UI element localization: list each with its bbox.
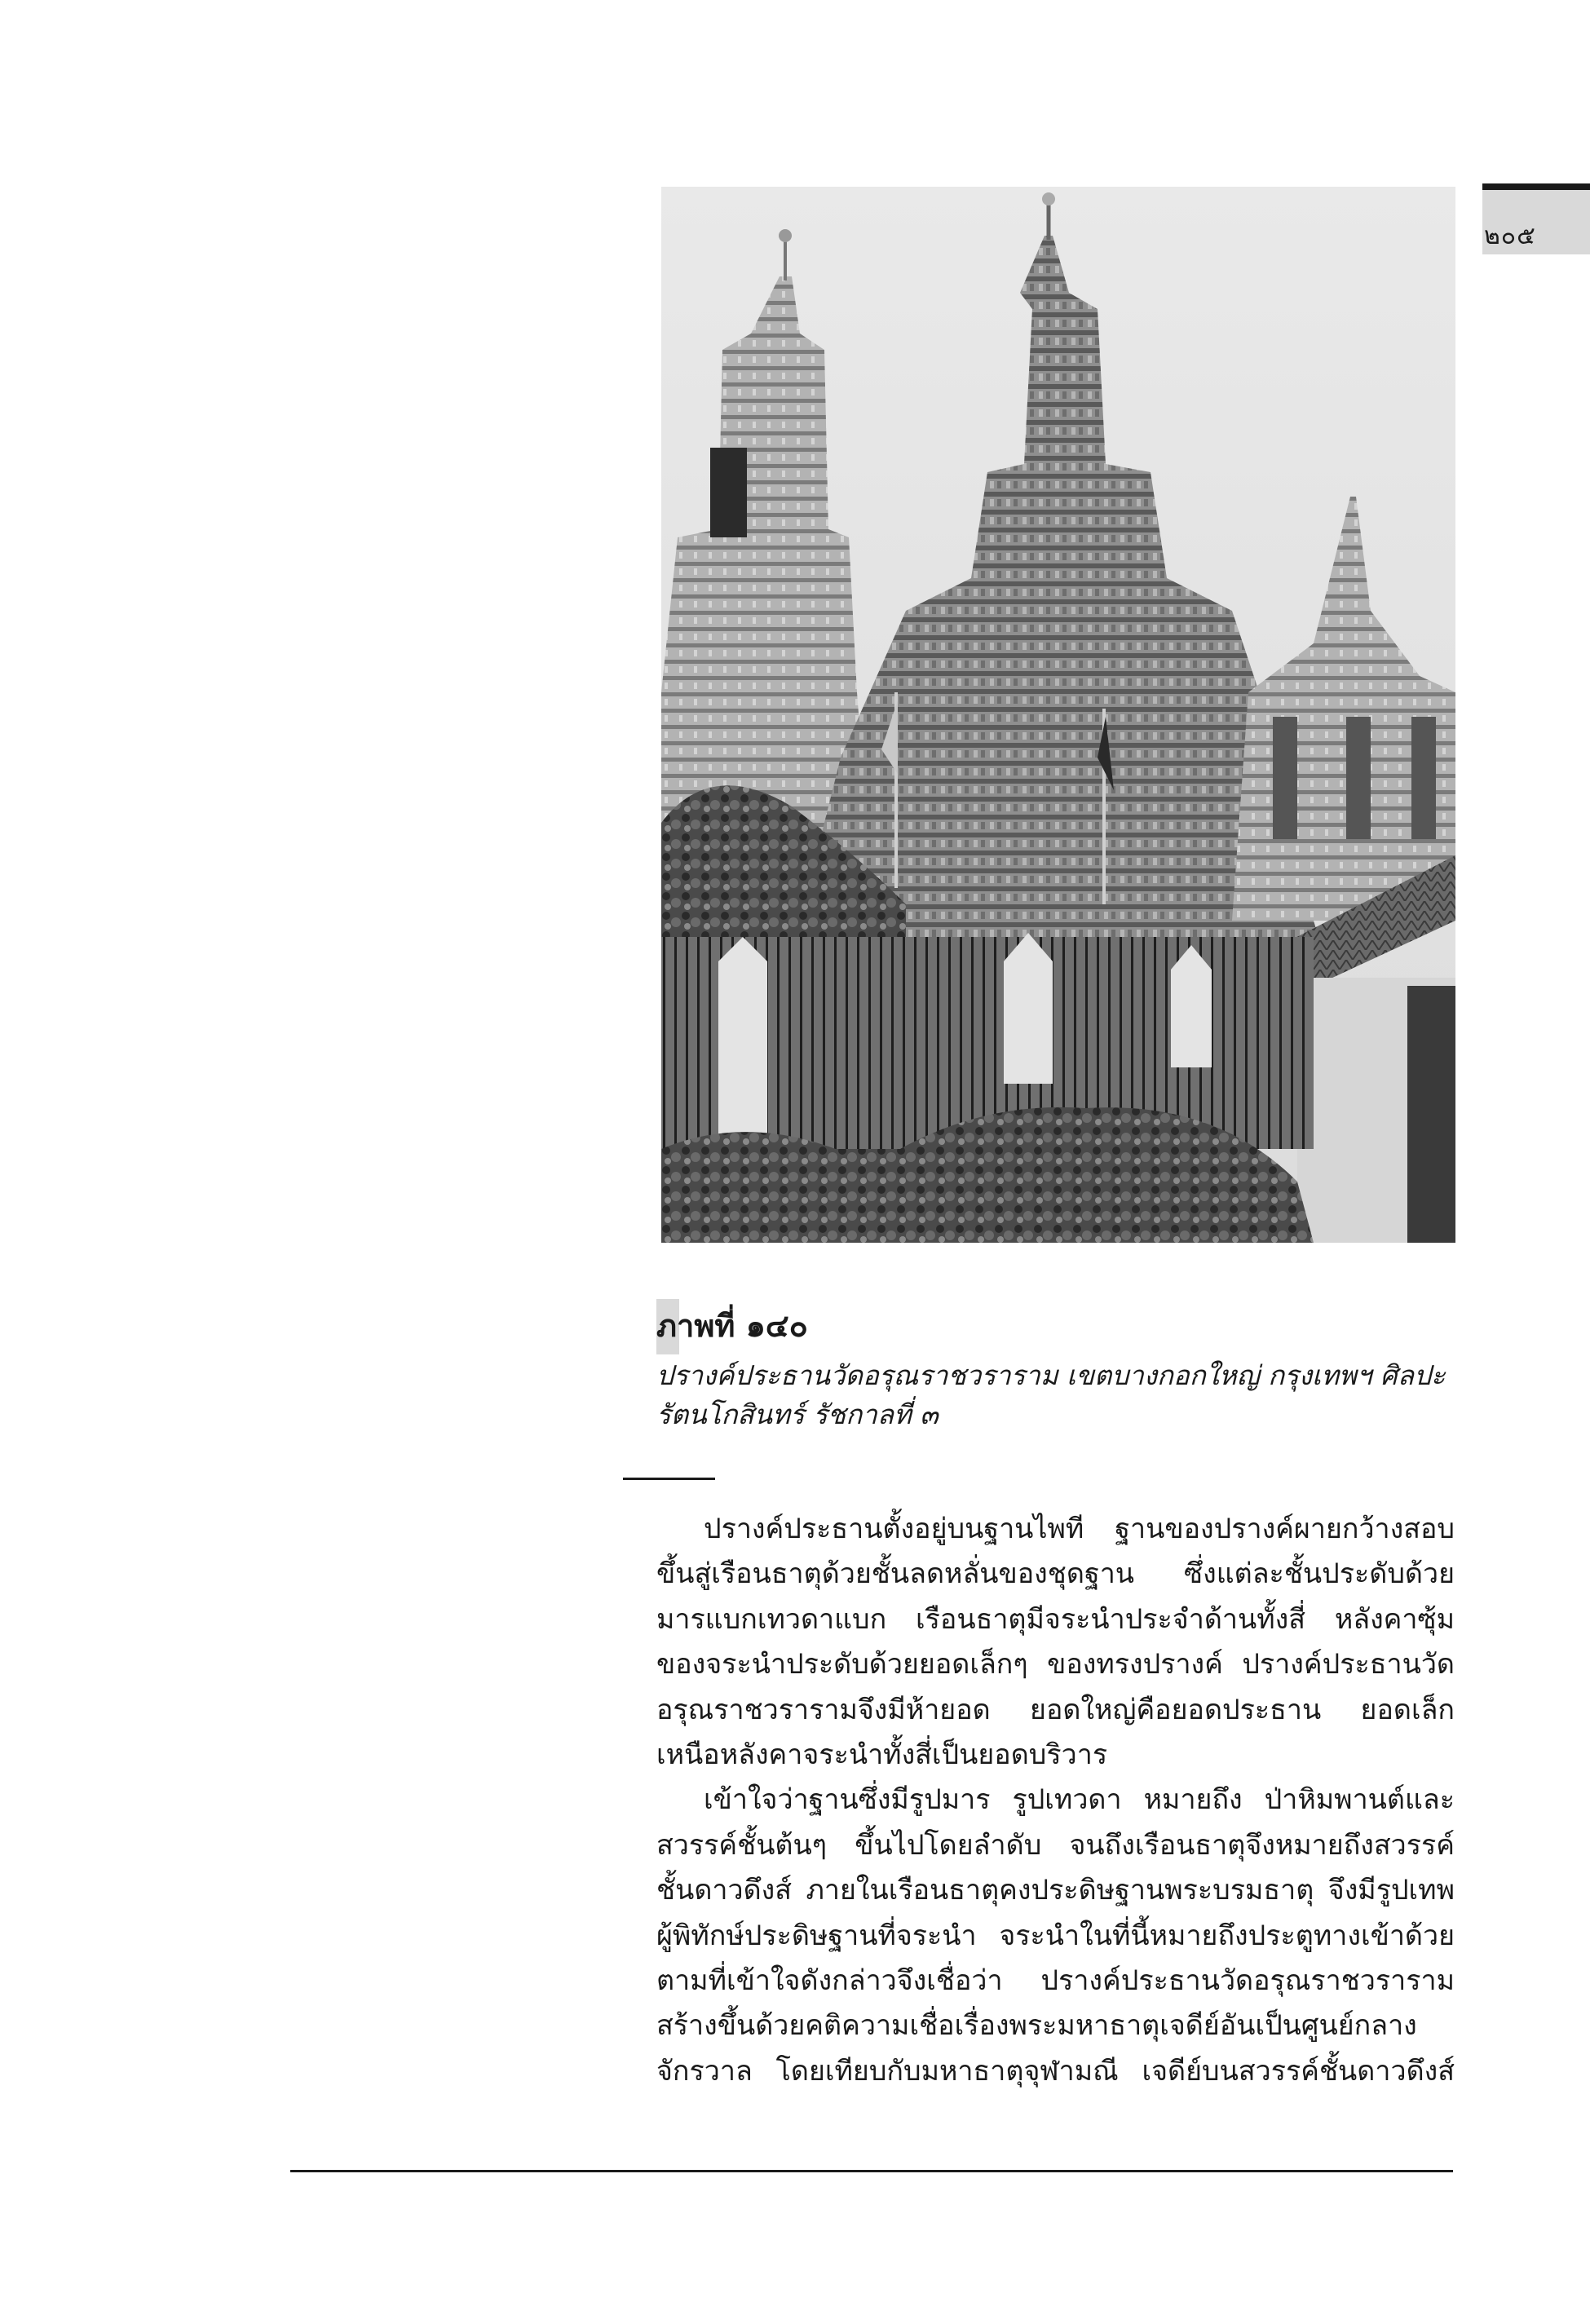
section-divider [623,1478,715,1480]
figure-caption-title: ภาพที่ ๑๔๐ [656,1308,808,1344]
footer-rule [290,2170,1453,2172]
paragraph-line: สร้างขึ้นด้วยคติความเชื่อเรื่องพระมหาธาตุเจดีย์อันเป็นศูนย์กลาง [656,2009,1417,2043]
paragraph-line: เข้าใจว่าฐานซึ่งมีรูปมาร รูปเทวดา หมายถึง ป่าหิมพานต์และ [704,1783,1455,1817]
paragraph-line: มารแบกเทวดาแบก เรือนธาตุมีจระนำประจำด้านทั้งสี่ หลังคาซุ้ม [656,1602,1455,1636]
caption-line: รัตนโกสินทร์ รัชกาลที่ ๓ [656,1398,939,1430]
paragraph-line: อรุณราชวรารามจึงมีห้ายอด ยอดใหญ่คือยอดประธาน ยอดเล็ก [656,1693,1455,1726]
body-text [656,1507,1455,2094]
paragraph-line: ขึ้นสู่เรือนธาตุด้วยชั้นลดหลั่นของชุดฐาน ซึ่งแต่ละชั้นประดับด้วย [656,1557,1455,1591]
paragraph-line: จักรวาล โดยเทียบกับมหาธาตุจุฬามณี เจดีย์บนสวรรค์ชั้นดาวดึงส์ [656,2054,1455,2088]
figure-caption-description [656,1356,1451,1434]
paragraph-line: ปรางค์ประธานตั้งอยู่บนฐานไพที ฐานของปรางค์ผายกว้างสอบ [704,1513,1455,1545]
paragraph-line: ชั้นดาวดึงส์ ภายในเรือนธาตุคงประดิษฐานพระบรมธาตุ จึงมีรูปเทพ [656,1874,1455,1907]
paragraph-line: ตามที่เข้าใจดังกล่าวจึงเชื่อว่า ปรางค์ประธานวัดอรุณราชวราราม [656,1964,1455,1997]
paragraph-line: สวรรค์ชั้นต้นๆ ขึ้นไปโดยลำดับ จนถึงเรือนธาตุจึงหมายถึงสวรรค์ [656,1828,1455,1862]
paragraph-line: ของจระนำประดับด้วยยอดเล็กๆ ของทรงปรางค์ ปรางค์ประธานวัด [656,1648,1455,1681]
page-number: ๒๐๕ [1484,222,1536,250]
caption-line: ปรางค์ประธานวัดอรุณราชวราราม เขตบางกอกใหญ่ กรุงเทพฯ ศิลปะ [656,1359,1446,1391]
paragraph-line: ผู้พิทักษ์ประดิษฐานที่จระนำ จระนำในที่นี้หมายถึงประตูทางเข้าด้วย [656,1919,1455,1952]
temple-photo [661,187,1455,1243]
paragraph-line: เหนือหลังคาจระนำทั้งสี่เป็นยอดบริวาร [656,1738,1108,1771]
